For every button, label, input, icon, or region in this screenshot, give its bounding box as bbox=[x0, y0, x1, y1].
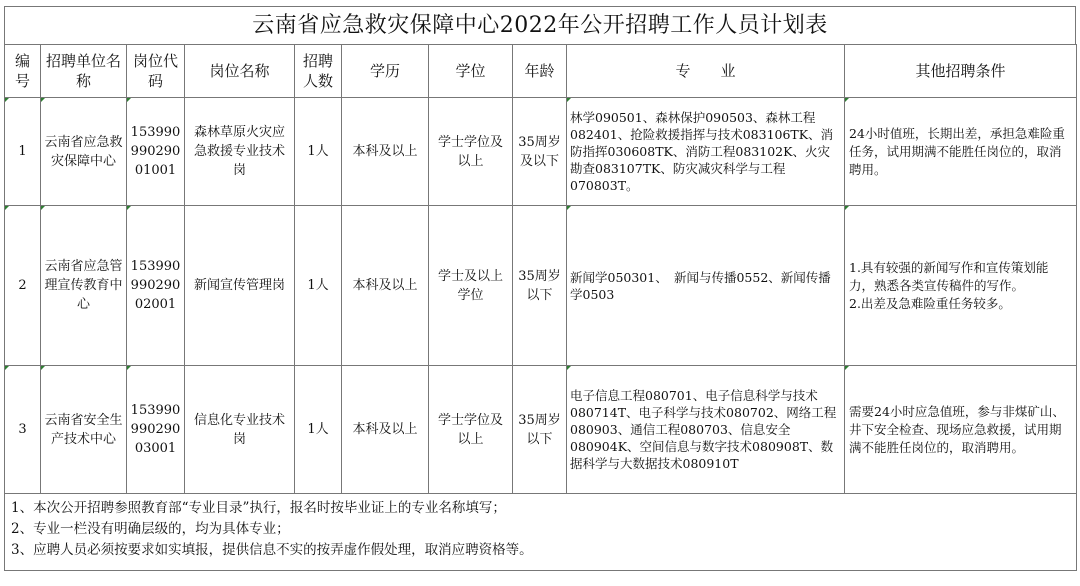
cell-degree: 学士学位及以上 bbox=[429, 98, 513, 206]
note-line: 2、专业一栏没有明确层级的，均为具体专业； bbox=[11, 521, 290, 537]
header-age: 年龄 bbox=[513, 45, 567, 98]
header-degree: 学位 bbox=[429, 45, 513, 98]
header-row bbox=[5, 45, 1077, 98]
cell-major: 林学090501、森林保护090503、森林工程082401、抢险救援指挥与技术083106TK、消防指挥030608TK、消防工程083102K、火灾勘查083107TK、防灾减灾科学与工程070803T。 bbox=[567, 98, 845, 206]
page-title: 云南省应急救灾保障中心2022年公开招聘工作人员计划表 bbox=[4, 6, 1076, 44]
header-position: 岗位名称 bbox=[185, 45, 295, 98]
cell-code: 15399099029001001 bbox=[127, 98, 185, 206]
cell-education: 本科及以上 bbox=[342, 366, 429, 494]
cell-major: 电子信息工程080701、电子信息科学与技术080714T、电子科学与技术080702、网络工程080903、通信工程080703、信息安全080904K、空间信息与数字技术080908T、数据科学与大数据技术080910T bbox=[567, 366, 845, 494]
recruitment-plan-sheet bbox=[4, 6, 1076, 571]
header-major: 专 业 bbox=[567, 45, 845, 98]
condition-line: 1.具有较强的新闻写作和宣传策划能力，熟悉各类宣传稿件的写作。 bbox=[849, 259, 1049, 293]
condition-line: 需要24小时应急值班，参与非煤矿山、井下安全检查、现场应急救援，试用期满不能胜任岗位的，取消聘用。 bbox=[849, 403, 1065, 455]
cell-code: 15399099029003001 bbox=[127, 366, 185, 494]
header-count: 招聘人数 bbox=[295, 45, 342, 98]
header-code: 岗位代码 bbox=[127, 45, 185, 98]
note-line: 3、应聘人员必须按要求如实填报，提供信息不实的按弄虚作假处理，取消应聘资格等。 bbox=[11, 542, 533, 558]
cell-education: 本科及以上 bbox=[342, 206, 429, 366]
cell-degree: 学士学位及以上 bbox=[429, 366, 513, 494]
cell-code: 15399099029002001 bbox=[127, 206, 185, 366]
cell-count: 1人 bbox=[295, 98, 342, 206]
cell-count: 1人 bbox=[295, 206, 342, 366]
cell-conditions bbox=[845, 206, 1077, 366]
cell-age: 35周岁及以下 bbox=[513, 98, 567, 206]
cell-conditions bbox=[845, 98, 1077, 206]
note-line: 1、本次公开招聘参照教育部“专业目录”执行，报名时按毕业证上的专业名称填写； bbox=[11, 500, 506, 516]
cell-position: 信息化专业技术岗 bbox=[185, 366, 295, 494]
table-row bbox=[5, 98, 1077, 206]
notes-cell bbox=[5, 494, 1077, 571]
cell-position: 新闻宣传管理岗 bbox=[185, 206, 295, 366]
notes-row bbox=[5, 494, 1077, 571]
cell-major: 新闻学050301、 新闻与传播0552、新闻传播学0503 bbox=[567, 206, 845, 366]
cell-education: 本科及以上 bbox=[342, 98, 429, 206]
condition-line: 2.出差及急难险重任务较多。 bbox=[849, 295, 1011, 311]
cell-age: 35周岁以下 bbox=[513, 366, 567, 494]
cell-no: 1 bbox=[5, 98, 41, 206]
header-unit: 招聘单位名称 bbox=[41, 45, 127, 98]
cell-age: 35周岁以下 bbox=[513, 206, 567, 366]
cell-no: 3 bbox=[5, 366, 41, 494]
table-row bbox=[5, 366, 1077, 494]
table-row bbox=[5, 206, 1077, 366]
cell-degree: 学士及以上学位 bbox=[429, 206, 513, 366]
condition-line: 24小时值班，长期出差，承担急难险重任务，试用期满不能胜任岗位的，取消聘用。 bbox=[849, 125, 1065, 177]
cell-unit: 云南省应急救灾保障中心 bbox=[41, 98, 127, 206]
cell-no: 2 bbox=[5, 206, 41, 366]
header-education: 学历 bbox=[342, 45, 429, 98]
cell-unit: 云南省安全生产技术中心 bbox=[41, 366, 127, 494]
cell-conditions bbox=[845, 366, 1077, 494]
cell-count: 1人 bbox=[295, 366, 342, 494]
header-conditions: 其他招聘条件 bbox=[845, 45, 1077, 98]
cell-unit: 云南省应急管理宣传教育中心 bbox=[41, 206, 127, 366]
cell-position: 森林草原火灾应急救援专业技术岗 bbox=[185, 98, 295, 206]
header-no: 编号 bbox=[5, 45, 41, 98]
recruitment-table bbox=[4, 44, 1077, 571]
